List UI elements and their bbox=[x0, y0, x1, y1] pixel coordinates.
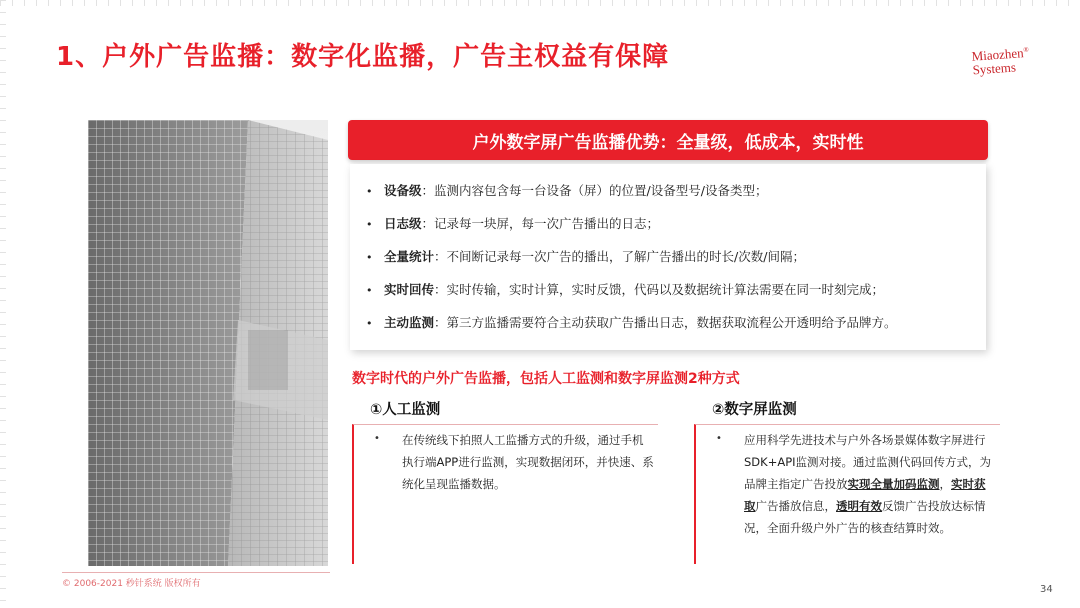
advantages-banner: 户外数字屏广告监播优势：全量级，低成本，实时性 bbox=[348, 120, 988, 160]
method2-highlight-realtime: 实时获取 bbox=[744, 477, 986, 513]
bullet-icon: • bbox=[366, 251, 373, 264]
advantage-desc: ：记录每一块屏，每一次广告播出的日志； bbox=[421, 216, 660, 231]
bullet-icon: • bbox=[366, 284, 373, 297]
advantages-list bbox=[350, 164, 986, 339]
advantage-term: 全量统计 bbox=[384, 249, 435, 264]
skyscraper-photo bbox=[88, 120, 328, 566]
skyscraper-illustration bbox=[88, 120, 328, 566]
bullet-icon: • bbox=[366, 218, 373, 231]
method1-heading: ①人工监测 bbox=[370, 402, 441, 418]
bullet-icon: • bbox=[366, 317, 373, 330]
bullet-icon: • bbox=[716, 433, 722, 444]
advantage-desc: ：实时传输，实时计算，实时反馈，代码以及数据统计算法需要在同一时刻完成； bbox=[434, 282, 885, 297]
logo-registered-mark: ® bbox=[1023, 45, 1029, 54]
method2-highlight-transparent: 透明有效 bbox=[836, 499, 882, 513]
bullet-icon: • bbox=[366, 185, 373, 198]
method2-highlight-full-tagging: 实现全量加码监测 bbox=[847, 477, 940, 491]
advantage-term: 日志级 bbox=[384, 216, 422, 231]
copyright-text: © 2006-2021 秒针系统 版权所有 bbox=[62, 579, 201, 589]
advantage-desc: ：不间断记录每一次广告的播出，了解广告播出的时长/次数/间隔； bbox=[434, 249, 805, 264]
logo-text-line2: Systems bbox=[972, 59, 1017, 78]
method1-box bbox=[352, 424, 658, 564]
advantage-item bbox=[350, 273, 986, 306]
method2-text-part: 应用科学先进技术与户外各场景媒体数字屏进行SDK+API监测对接。通过监测代码回传方式，为品牌主指定广告投放 bbox=[744, 433, 992, 491]
advantage-item bbox=[350, 306, 986, 339]
method2-text-part: 广告播放信息， bbox=[755, 499, 836, 513]
method2-text bbox=[744, 429, 996, 539]
advantage-item bbox=[350, 240, 986, 273]
advantage-term: 设备级 bbox=[384, 183, 422, 198]
page-title: 1、户外广告监播：数字化监播，广告主权益有保障 bbox=[56, 42, 670, 72]
advantage-term: 主动监测 bbox=[384, 315, 435, 330]
top-ruler bbox=[0, 0, 1080, 6]
method1-text: 在传统线下拍照人工监播方式的升级，通过手机执行端APP进行监测，实现数据闭环，并快速、系统化呈现监播数据。 bbox=[402, 433, 654, 491]
footer-divider bbox=[62, 572, 330, 573]
bullet-icon: • bbox=[374, 433, 380, 444]
advantage-desc: ：监测内容包含每一台设备（屏）的位置/设备型号/设备类型； bbox=[421, 183, 768, 198]
advantage-desc: ：第三方监播需要符合主动获取广告播出日志，数据获取流程公开透明给予品牌方。 bbox=[434, 315, 897, 330]
advantage-term: 实时回传 bbox=[384, 282, 435, 297]
method2-box bbox=[694, 424, 1000, 564]
methods-title: 数字时代的户外广告监播，包括人工监测和数字屏监测2种方式 bbox=[352, 371, 740, 387]
advantages-box bbox=[350, 164, 986, 350]
left-ruler bbox=[0, 0, 6, 608]
company-logo bbox=[971, 42, 1043, 78]
advantage-item bbox=[350, 207, 986, 240]
logo-text-line1: Miaozhen bbox=[971, 45, 1025, 64]
method2-text-part: 反馈广告投放达标情况，全面升级户外广告的核查结算时效。 bbox=[744, 499, 986, 535]
page-number: 34 bbox=[1040, 584, 1053, 595]
advantage-item bbox=[350, 174, 986, 207]
method2-heading: ②数字屏监测 bbox=[712, 402, 797, 418]
method2-text-part: ， bbox=[939, 477, 951, 491]
